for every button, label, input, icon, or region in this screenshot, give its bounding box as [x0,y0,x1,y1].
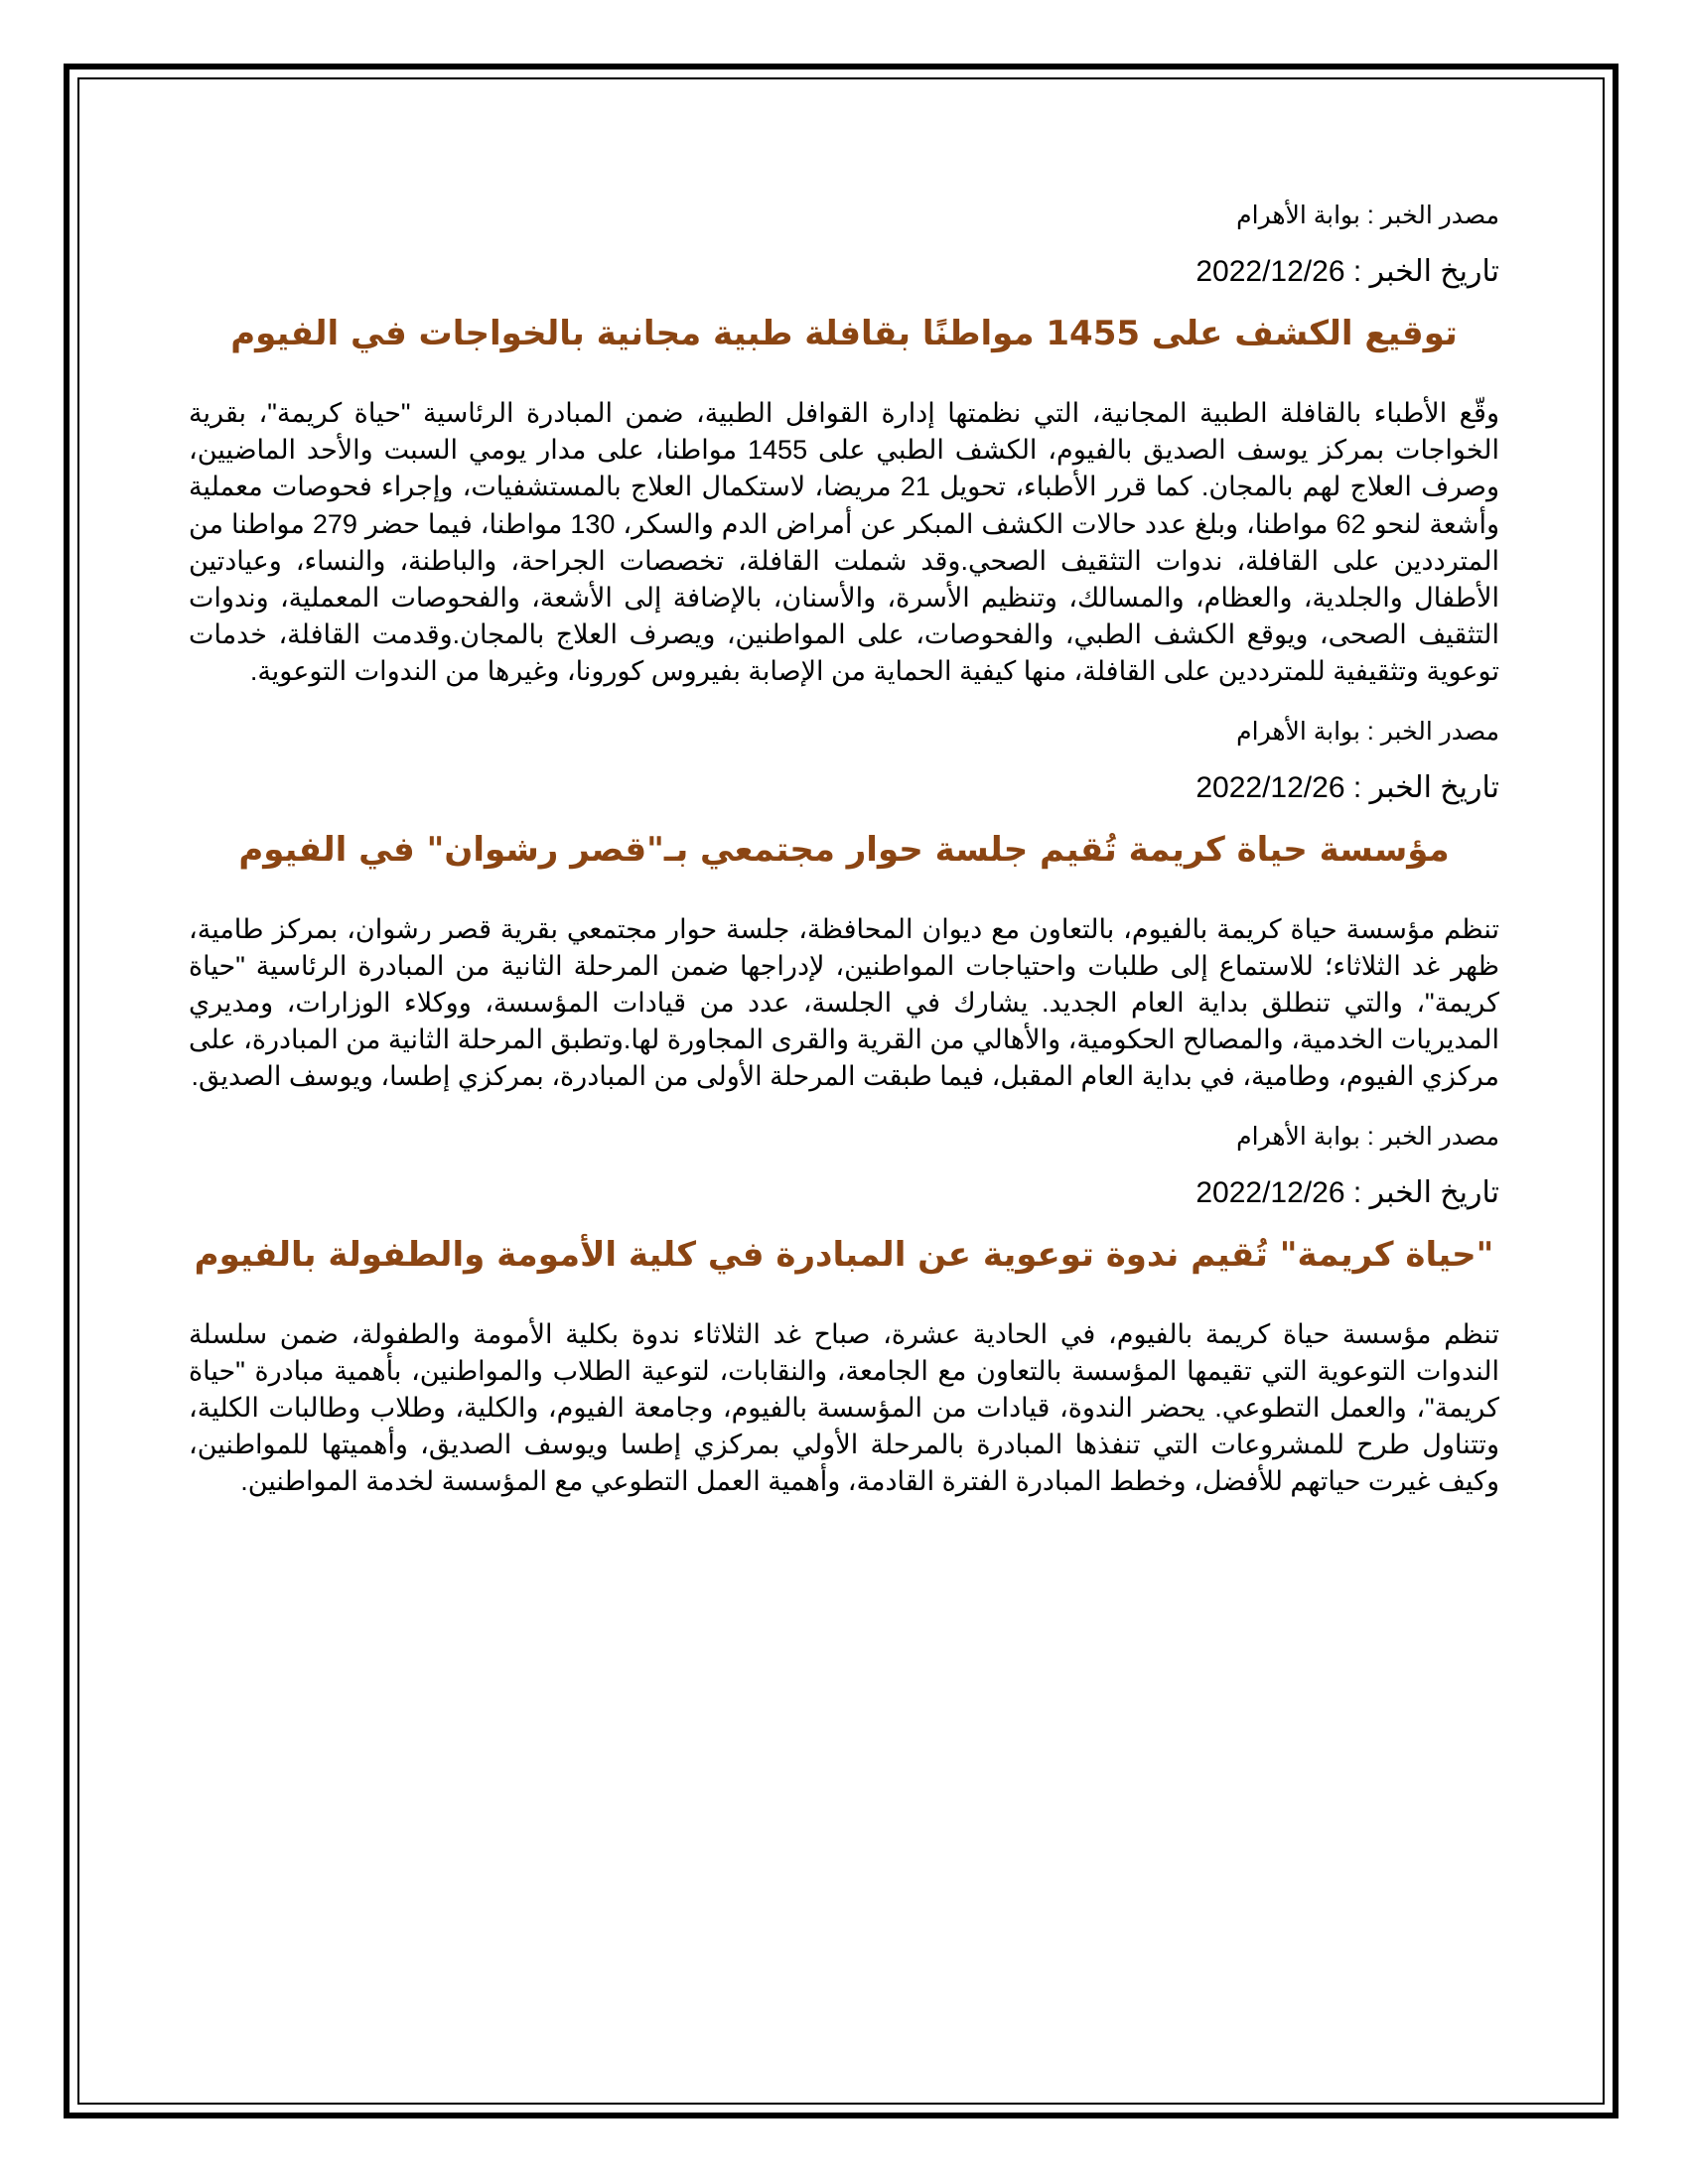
article-source: مصدر الخبر : بوابة الأهرام [1236,202,1499,229]
article-title: مؤسسة حياة كريمة تُقيم جلسة حوار مجتمعي بـ"قصر رشوان" في الفيوم [238,829,1450,870]
article-body: وقّع الأطباء بالقافلة الطبية المجانية، التي نظمتها إدارة القوافل الطبية، ضمن المبادرة الرئاسية "حياة كريمة"، بقرية الخواجات بمركز يوسف الصديق بالفيوم، الكشف الطبي على 1455 مواطنا، على مدار يومي السبت والأحد الماضيين، وصرف العلاج لهم بالمجان. كما قرر الأطباء، تحويل 21 مريضا، لاستكمال العلاج بالمستشفيات، وإجراء فحوصات معملية وأشعة لنحو 62 مواطنا، وبلغ عدد حالات الكشف المبكر عن أمراض الدم والسكر، 130 مواطنا، فيما حضر 279 مواطنا من المترددين على القافلة، ندوات التثقيف الصحي.وقد شملت القافلة، تخصصات الجراحة، والباطنة، والنساء، وعيادتين الأطفال والجلدية، والعظام، والمسالك، وتنظيم الأسرة، والأسنان، بالإضافة إلى الأشعة، والفحوصات المعملية، وندوات التثقيف الصحى، ويوقع الكشف الطبي، والفحوصات، على المواطنين، ويصرف العلاج بالمجان.وقدمت القافلة، خدمات توعوية وتثقيفية للمترددين على القافلة، منها كيفية الحماية من الإصابة بفيروس كورونا، وغيرها من الندوات التوعوية. [189,398,1500,687]
article-source: مصدر الخبر : بوابة الأهرام [1236,1122,1499,1151]
article-body: تنظم مؤسسة حياة كريمة بالفيوم، بالتعاون مع ديوان المحافظة، جلسة حوار مجتمعي بقرية قصر رشوان، بمركز طامية، ظهر غد الثلاثاء؛ للاستماع إلى طلبات واحتياجات المواطنين، لإدراجها ضمن المرحلة الثانية من المبادرة الرئاسية "حياة كريمة"، والتي تنطلق بداية العام الجديد. يشارك في الجلسة، عدد من قيادات المؤسسة، ووكلاء الوزارات، ومديري المديريات الخدمية، والمصالح الحكومية، والأهالي من القرية والقرى المجاورة لها.وتطبق المرحلة الثانية من المبادرة، على مركزي الفيوم، وطامية، في بداية العام المقبل، فيما طبقت المرحلة الأولى من المبادرة، بمركزي إطسا، ويوسف الصديق. [189,913,1499,1092]
article-date: تاريخ الخبر : 2022/12/26 [1196,770,1499,804]
article-title: توقيع الكشف على 1455 مواطنًا بقافلة طبية مجانية بالخواجات في الفيوم [230,314,1458,353]
article-title: "حياة كريمة" تُقيم ندوة توعوية عن المبادرة في كلية الأمومة والطفولة بالفيوم [194,1234,1494,1275]
news-article-3 [189,1120,1499,1501]
news-article-2 [189,715,1499,1096]
article-date: تاريخ الخبر : 2022/12/26 [1196,255,1499,288]
article-date: تاريخ الخبر : 2022/12/26 [1196,1175,1499,1209]
news-article-1 [189,199,1499,691]
article-source: مصدر الخبر : بوابة الأهرام [1236,717,1499,746]
article-body: تنظم مؤسسة حياة كريمة بالفيوم، في الحادية عشرة، صباح غد الثلاثاء ندوة بكلية الأمومة والطفولة، ضمن سلسلة الندوات التوعوية التي تقيمها المؤسسة بالتعاون مع الجامعة، والنقابات، لتوعية الطلاب والمواطنين، بأهمية مبادرة "حياة كريمة"، والعمل التطوعي. يحضر الندوة، قيادات من المؤسسة بالفيوم، وجامعة الفيوم، والكلية، وطلاب وطالبات الكلية، وتتناول طرح للمشروعات التي تنفذها المبادرة بالمرحلة الأولي بمركزي إطسا ويوسف الصديق، وأهميتها للمواطنين، وكيف غيرت حياتهم للأفضل، وخطط المبادرة الفترة القادمة، وأهمية العمل التطوعي مع المؤسسة لخدمة المواطنين. [189,1318,1499,1497]
document-content [189,199,1499,1525]
